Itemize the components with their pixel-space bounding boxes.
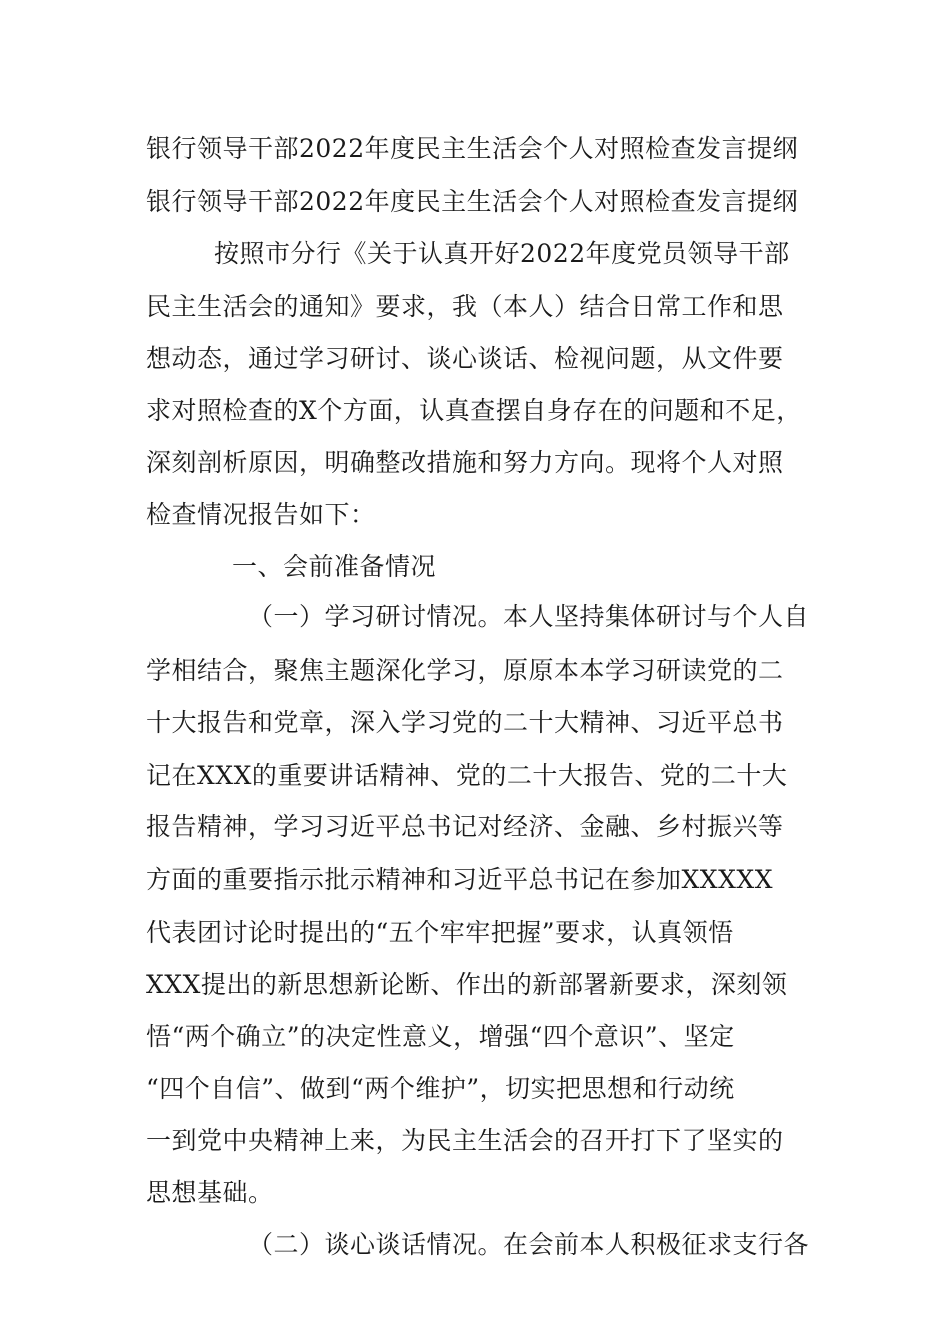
document-title: 银行领导干部2022年度民主生活会个人对照检查发言提纲 [146,134,799,163]
paragraph-line: “四个自信”、做到“两个维护”，切实把思想和行动统 [146,1074,735,1103]
paragraph-line: 想动态，通过学习研讨、谈心谈话、检视问题，从文件要 [146,344,784,373]
paragraph-line: 一到党中央精神上来，为民主生活会的召开打下了坚实的 [146,1126,784,1155]
paragraph-line: 十大报告和党章，深入学习党的二十大精神、习近平总书 [146,708,784,737]
paragraph-line: 学相结合，聚焦主题深化学习，原原本本学习研读党的二 [146,656,784,685]
paragraph-line: （一）学习研讨情况。本人坚持集体研讨与个人自 [248,602,810,631]
paragraph-line: 检查情况报告如下： [146,500,376,529]
paragraph-line: （二）谈心谈话情况。在会前本人积极征求支行各 [248,1230,810,1259]
paragraph-line: 深刻剖析原因，明确整改措施和努力方向。现将个人对照 [146,448,784,477]
paragraph-line: 记在XXX的重要讲话精神、党的二十大报告、党的二十大 [146,761,788,790]
paragraph-line: 按照市分行《关于认真开好2022年度党员领导干部 [214,239,790,268]
paragraph-line: 悟“两个确立”的决定性意义，增强“四个意识”、坚定 [146,1022,735,1051]
document-title-repeat: 银行领导干部2022年度民主生活会个人对照检查发言提纲 [146,187,799,216]
section-heading: 一、会前准备情况 [232,552,437,581]
paragraph-line: 民主生活会的通知》要求，我（本人）结合日常工作和思 [146,292,784,321]
paragraph-line: 方面的重要指示批示精神和习近平总书记在参加XXXXX [146,865,773,894]
paragraph-line: 报告精神，学习习近平总书记对经济、金融、乡村振兴等 [146,812,784,841]
paragraph-line: 思想基础。 [146,1178,274,1207]
paragraph-line: 代表团讨论时提出的“五个牢牢把握”要求，认真领悟 [146,918,734,947]
paragraph-line: XXX提出的新思想新论断、作出的新部署新要求，深刻领 [146,970,788,999]
paragraph-line: 求对照检查的X个方面，认真查摆自身存在的问题和不足， [146,396,802,425]
